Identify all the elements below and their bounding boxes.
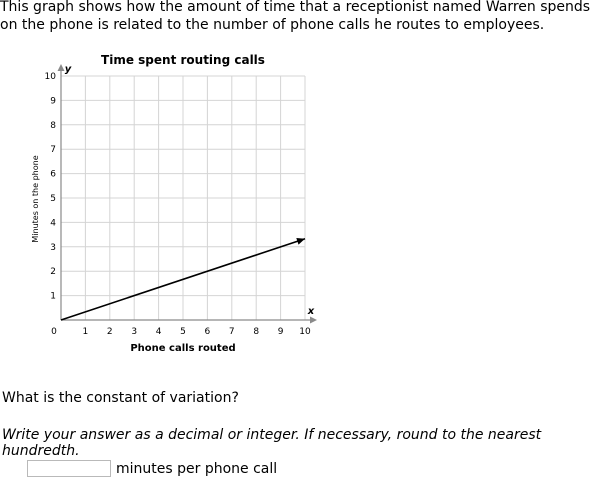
- x-tick-label: 6: [204, 327, 211, 337]
- x-axis-arrow: [310, 317, 317, 324]
- y-tick-label: 1: [50, 291, 56, 302]
- answer-input[interactable]: [27, 460, 111, 477]
- problem-intro: This graph shows how the amount of time that a receptionist named Warren spends on the phone is related to the number of phone calls he routes to employees.: [0, 0, 591, 33]
- x-tick-label: 2: [106, 327, 113, 337]
- y-tick-label: 9: [50, 96, 56, 107]
- x-axis-label: Phone calls routed: [130, 343, 236, 354]
- x-tick-label: 10: [299, 327, 311, 337]
- line-chart: [0, 44, 340, 364]
- series-arrowhead: [296, 238, 305, 245]
- y-tick-label: 4: [50, 218, 56, 229]
- x-tick-label: 4: [155, 327, 162, 337]
- y-tick-label: 10: [44, 72, 56, 82]
- answer-unit-label: minutes per phone call: [116, 460, 278, 477]
- x-tick-label: 8: [253, 327, 260, 337]
- y-tick-label: 2: [50, 267, 56, 278]
- x-axis-letter: x: [307, 306, 315, 317]
- x-tick-label: 1: [82, 327, 89, 337]
- chart-axes: [58, 64, 318, 324]
- origin-label: 0: [51, 327, 57, 337]
- x-tick-label: 9: [277, 327, 284, 337]
- question-text: What is the constant of variation?: [2, 390, 239, 406]
- y-tick-label: 8: [50, 120, 56, 131]
- y-axis-label: Minutes on the phone: [31, 155, 40, 243]
- chart-title: Time spent routing calls: [101, 53, 265, 67]
- chart-tick-labels: [45, 72, 311, 337]
- y-tick-label: 6: [50, 169, 56, 180]
- instruction-text: Write your answer as a decimal or integer. If necessary, round to the nearest hundredth.: [2, 427, 542, 459]
- x-tick-label: 7: [228, 327, 235, 337]
- answer-row: [27, 460, 277, 477]
- y-tick-label: 3: [50, 242, 56, 253]
- x-tick-label: 3: [131, 327, 138, 337]
- y-tick-label: 7: [50, 145, 56, 156]
- y-axis-letter: y: [64, 64, 72, 75]
- chart-grid: [61, 76, 305, 320]
- y-axis-arrow: [58, 64, 65, 71]
- x-tick-label: 5: [180, 327, 186, 337]
- y-tick-label: 5: [50, 194, 56, 204]
